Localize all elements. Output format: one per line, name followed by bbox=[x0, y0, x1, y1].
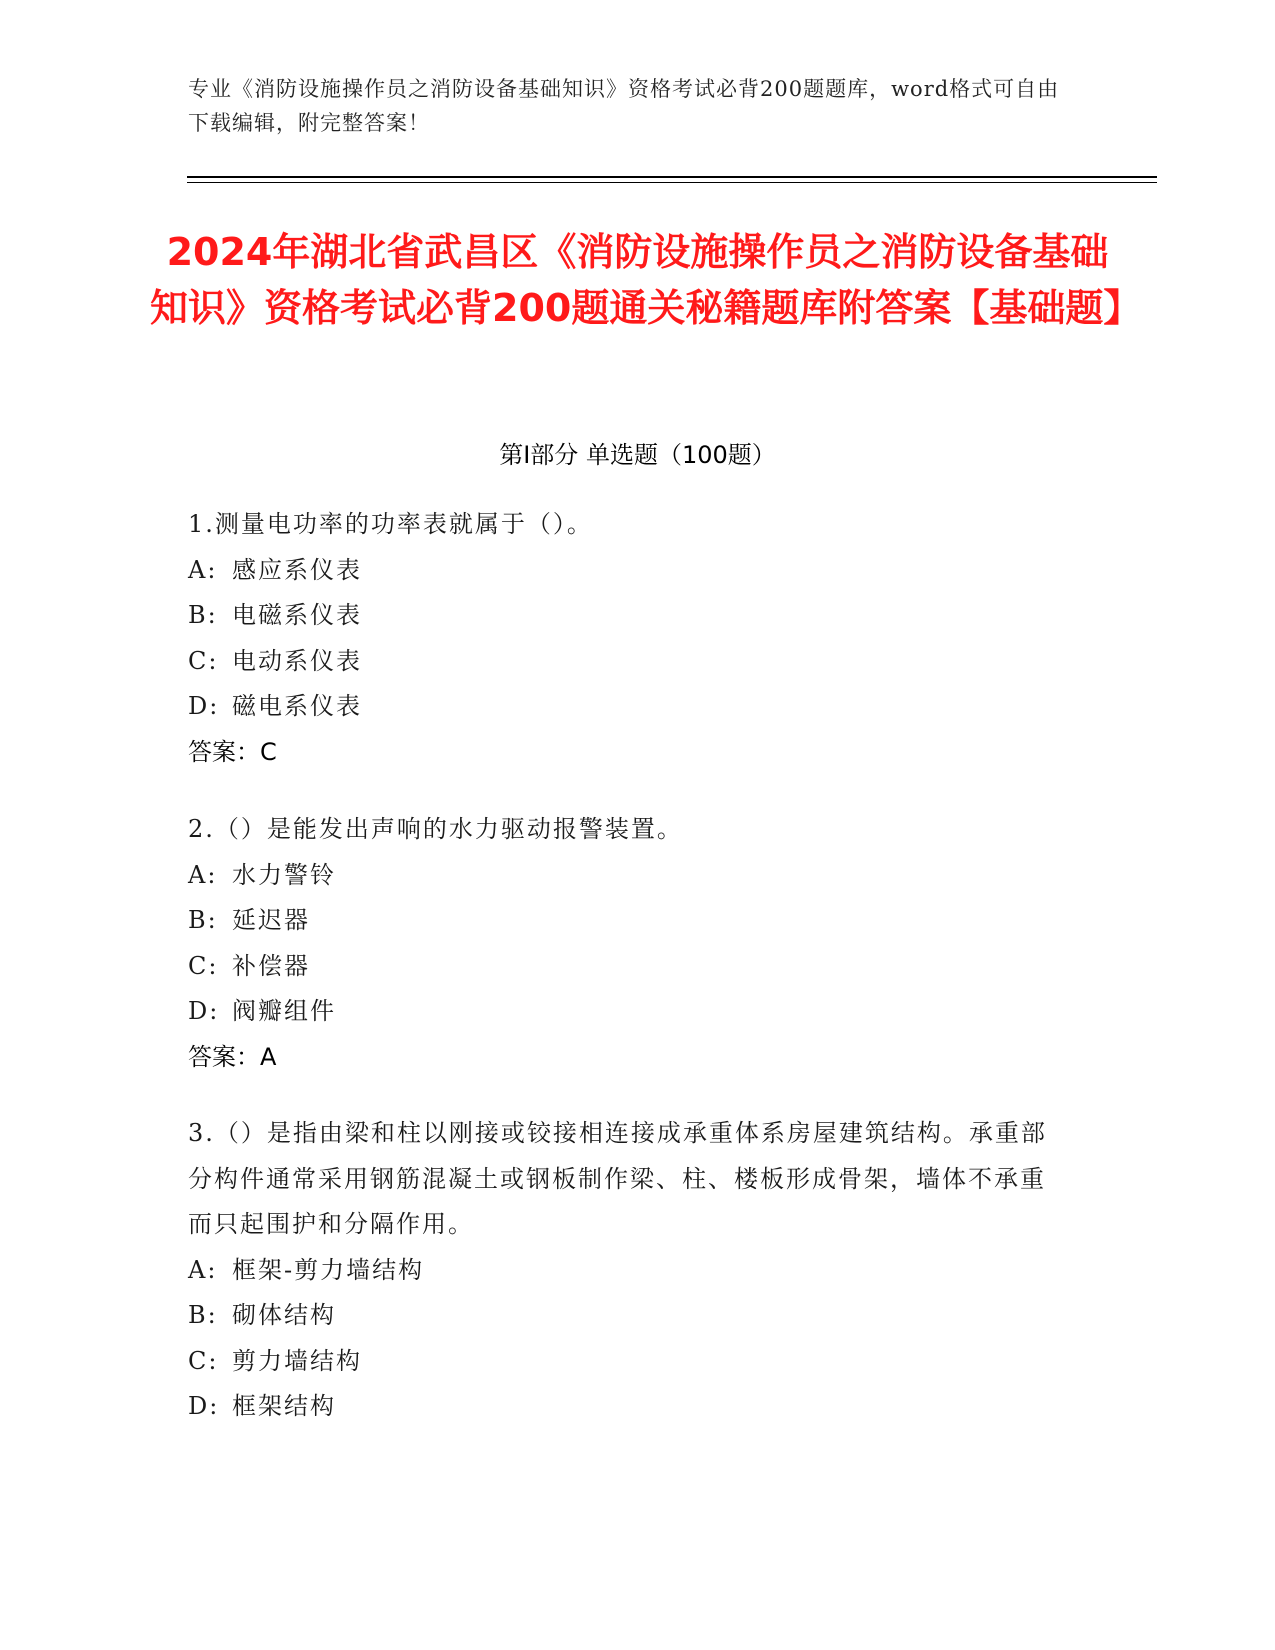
option-letter: C: bbox=[188, 646, 219, 675]
option-letter: D: bbox=[188, 997, 220, 1025]
option-d bbox=[188, 1384, 1068, 1430]
option-letter: B: bbox=[188, 906, 218, 934]
document-title: 2024年湖北省武昌区《消防设施操作员之消防设备基础知识》资格考试必背200题通关秘籍题库附答案【基础题】 bbox=[150, 230, 1142, 330]
question-text: 3.（）是指由梁和柱以刚接或铰接相连接成承重体系房屋建筑结构。承重部分构件通常采用钢筋混凝土或钢板制作梁、柱、楼板形成骨架，墙体不承重而只起围护和分隔作用。 bbox=[188, 1119, 1047, 1238]
question-block-1 bbox=[188, 502, 1068, 775]
header-note: 专业《消防设施操作员之消防设备基础知识》资格考试必背200题题库，word格式可自由下载编辑，附完整答案！ bbox=[188, 77, 1060, 135]
question-block-2 bbox=[188, 807, 1068, 1080]
option-letter: B: bbox=[188, 1301, 218, 1329]
option-text: 磁电系仪表 bbox=[232, 692, 362, 720]
option-c bbox=[188, 944, 1068, 990]
option-text: 电磁系仪表 bbox=[232, 601, 362, 629]
option-c bbox=[188, 1339, 1068, 1385]
question-text: 2.（）是能发出声响的水力驱动报警装置。 bbox=[188, 815, 683, 843]
section-heading: 第Ⅰ部分 单选题（100题） bbox=[499, 441, 776, 469]
option-letter: C: bbox=[188, 951, 219, 980]
option-text: 框架-剪力墙结构 bbox=[232, 1255, 425, 1284]
option-letter: A: bbox=[188, 1255, 218, 1284]
option-c bbox=[188, 639, 1068, 685]
option-text: 砌体结构 bbox=[232, 1301, 336, 1329]
option-letter: D: bbox=[188, 692, 220, 720]
option-d bbox=[188, 684, 1068, 730]
option-text: 感应系仪表 bbox=[232, 555, 362, 584]
option-letter: A: bbox=[188, 555, 218, 584]
option-text: 电动系仪表 bbox=[232, 646, 362, 675]
option-text: 延迟器 bbox=[232, 906, 310, 934]
answer-line: 答案：A bbox=[188, 1042, 277, 1071]
option-text: 水力警铃 bbox=[232, 860, 336, 889]
question-text: 1.测量电功率的功率表就属于（）。 bbox=[188, 510, 593, 538]
option-b bbox=[188, 898, 1068, 944]
answer-line: 答案：C bbox=[188, 737, 277, 766]
option-text: 框架结构 bbox=[232, 1392, 336, 1420]
header-divider-thin bbox=[187, 182, 1157, 183]
option-a bbox=[188, 1248, 1068, 1294]
option-text: 阀瓣组件 bbox=[232, 997, 336, 1025]
option-b bbox=[188, 593, 1068, 639]
option-d bbox=[188, 989, 1068, 1035]
option-letter: A: bbox=[188, 860, 218, 889]
option-a bbox=[188, 548, 1068, 594]
option-b bbox=[188, 1293, 1068, 1339]
option-a bbox=[188, 853, 1068, 899]
option-letter: C: bbox=[188, 1346, 219, 1375]
option-letter: D: bbox=[188, 1392, 220, 1420]
option-text: 剪力墙结构 bbox=[232, 1346, 362, 1375]
option-text: 补偿器 bbox=[232, 951, 310, 980]
question-block-3 bbox=[188, 1111, 1068, 1430]
option-letter: B: bbox=[188, 601, 218, 629]
header-divider-thick bbox=[187, 176, 1157, 178]
